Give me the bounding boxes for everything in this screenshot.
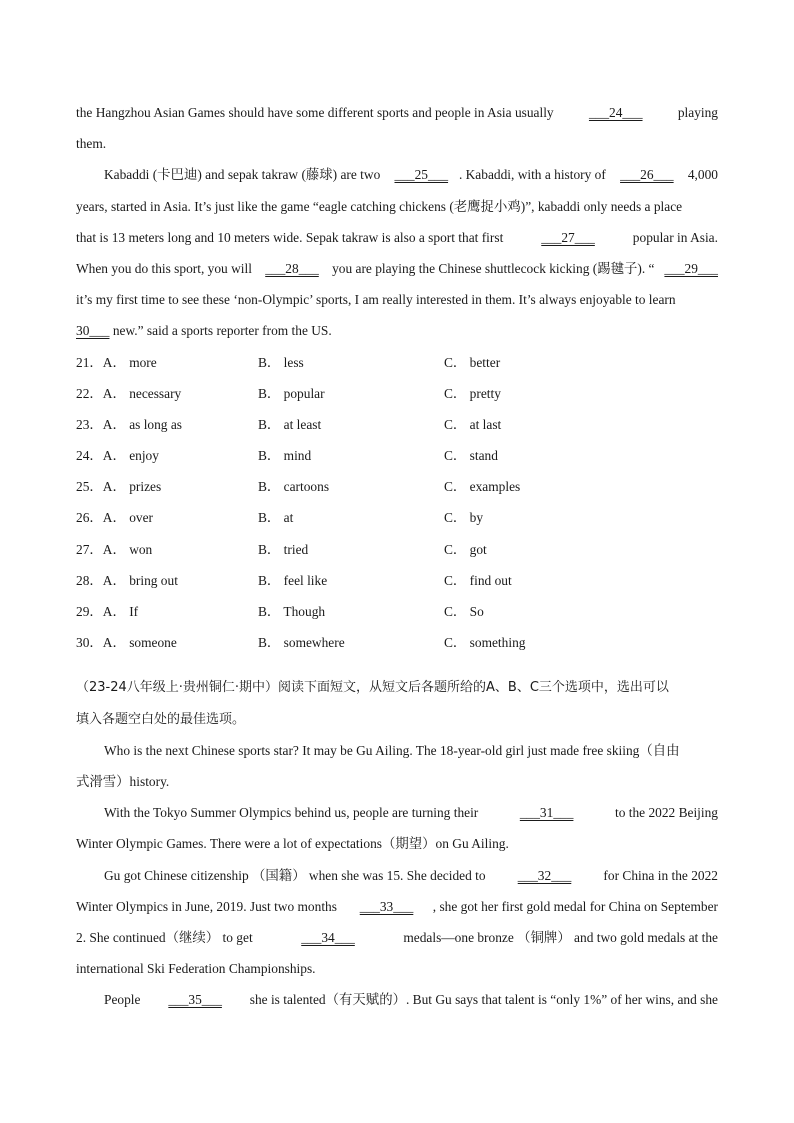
option-a[interactable]: A． prizes	[102, 479, 162, 495]
blank-33: ___33___	[359, 898, 414, 914]
question-row	[76, 505, 718, 536]
passage-line	[76, 131, 718, 162]
passage-text: 2. She continued（继续） to get	[76, 929, 257, 945]
option-c[interactable]: C． better	[444, 354, 501, 370]
passage-1	[76, 100, 718, 350]
question-row	[76, 537, 718, 568]
passage-line	[76, 738, 718, 769]
passage-line	[76, 925, 718, 956]
passage-line	[76, 894, 718, 925]
question-number: 24．	[76, 448, 103, 464]
passage-text: 4,000	[684, 167, 718, 183]
option-a[interactable]: A． won	[102, 541, 153, 557]
option-b[interactable]: B． Though	[258, 604, 326, 619]
passage-line	[76, 162, 718, 193]
passage-line	[76, 863, 718, 894]
passage-line	[76, 318, 718, 349]
passage-text: , she got her first gold medal for China on September	[432, 898, 718, 914]
option-b[interactable]: B． at least	[258, 416, 322, 432]
passage-text: 式滑雪）history.	[76, 773, 170, 789]
document-page	[76, 100, 718, 1018]
instruction-line	[76, 707, 718, 738]
passage-text: popular in Asia.	[629, 229, 718, 245]
passage-line	[76, 287, 718, 318]
option-c[interactable]: C． got	[444, 541, 487, 557]
option-b[interactable]: B． mind	[258, 448, 312, 464]
option-c[interactable]: C． examples	[444, 479, 521, 495]
option-c[interactable]: C． stand	[444, 448, 498, 464]
passage-text: to the 2022 Beijing	[611, 805, 718, 821]
option-a[interactable]: A． bring out	[102, 572, 178, 588]
passage-line	[76, 800, 718, 831]
question-number: 22．	[76, 385, 103, 401]
passage-line	[76, 100, 718, 131]
question-row	[76, 599, 718, 630]
blank-35: ___35___	[168, 992, 222, 1008]
option-a[interactable]: A． over	[102, 510, 153, 526]
passage-text: Winter Olympic Games. There were a lot of expectations（期望）on Gu Ailing.	[76, 836, 509, 852]
passage-text: Gu got Chinese citizenship （国籍） when she was 15. She decided to	[104, 867, 489, 883]
section-2	[76, 675, 718, 1018]
passage-text: years, started in Asia. It’s just like the game “eagle catching chickens (老鹰捉小鸡)”, kabaddi only needs a place	[76, 198, 683, 214]
passage-line	[76, 225, 718, 256]
blank-24: ___24___	[588, 105, 643, 120]
passage-text: Who is the next Chinese sports star? It may be Gu Ailing. The 18-year-old girl just made free skiing（自由	[104, 742, 680, 758]
blank-32: ___32___	[517, 867, 572, 883]
passage-line	[76, 987, 718, 1018]
option-b[interactable]: B． somewhere	[258, 635, 345, 651]
option-b[interactable]: B． tried	[258, 541, 309, 557]
passage-text: new.” said a sports reporter from the US.	[109, 323, 332, 339]
passage-text: for China in the 2022	[600, 867, 718, 883]
passage-line	[76, 831, 718, 862]
option-b[interactable]: B． less	[258, 354, 304, 370]
passage-text: that is 13 meters long and 10 meters wide. Sepak takraw is also a sport that first	[76, 229, 507, 245]
instruction-line	[76, 675, 718, 706]
options-list	[76, 350, 718, 662]
instruction-text: （23-24八年级上·贵州铜仁·期中）阅读下面短文，从短文后各题所给的A、B、C三个选项中，选出可以	[76, 680, 669, 696]
passage-text: medals—one bronze （铜牌） and two gold medals at the	[400, 929, 718, 945]
passage-text: you are playing the Chinese shuttlecock kicking (踢毽子). “	[328, 260, 655, 276]
option-c[interactable]: C． pretty	[444, 385, 501, 401]
passage-text: People	[104, 992, 144, 1008]
option-c[interactable]: C． find out	[444, 572, 512, 588]
passage-text: playing	[674, 105, 718, 120]
option-b[interactable]: B． cartoons	[258, 479, 330, 495]
option-a[interactable]: A． someone	[102, 635, 177, 651]
question-row	[76, 474, 718, 505]
passage-text: she is talented（有天赋的）. But Gu says that talent is “only 1%” of her wins, and she	[246, 992, 718, 1008]
option-b[interactable]: B． at	[258, 510, 294, 526]
passage-text: When you do this sport, you will	[76, 260, 256, 276]
option-c[interactable]: C． something	[444, 635, 526, 651]
question-number: 30．	[76, 635, 103, 651]
question-number: 23．	[76, 416, 103, 432]
option-c[interactable]: C． at last	[444, 416, 502, 432]
question-row	[76, 412, 718, 443]
instruction-text: 填入各题空白处的最佳选项。	[76, 711, 246, 727]
blank-27: ___27___	[541, 229, 595, 245]
question-row	[76, 443, 718, 474]
question-number: 25．	[76, 479, 103, 495]
question-row	[76, 630, 718, 661]
option-b[interactable]: B． feel like	[258, 572, 328, 588]
option-a[interactable]: A． If	[102, 604, 139, 619]
passage-text: With the Tokyo Summer Olympics behind us, people are turning their	[104, 805, 482, 821]
blank-34: ___34___	[301, 929, 355, 945]
passage-text: them.	[76, 136, 107, 152]
passage-line	[76, 256, 718, 287]
passage-text: Winter Olympics in June, 2019. Just two months	[76, 898, 341, 914]
passage-line	[76, 956, 718, 987]
question-row	[76, 381, 718, 412]
option-a[interactable]: A． necessary	[102, 385, 182, 401]
option-a[interactable]: A． enjoy	[102, 448, 159, 464]
option-a[interactable]: A． more	[102, 354, 157, 370]
question-number: 26．	[76, 510, 103, 526]
question-number: 29．	[76, 604, 103, 619]
blank-28: ___28___	[265, 260, 319, 276]
passage-text: Kabaddi (卡巴迪) and sepak takraw (藤球) are two	[104, 167, 384, 183]
blank-30: 30___	[76, 323, 110, 339]
blank-26: ___26___	[620, 167, 674, 183]
question-number: 28．	[76, 572, 103, 588]
passage-text: it’s my first time to see these ‘non-Olympic’ sports, I am really interested in them. It’s always enjoyable to learn	[76, 292, 676, 308]
question-row	[76, 568, 718, 599]
passage-text: the Hangzhou Asian Games should have some different sports and people in Asia usually	[76, 105, 557, 120]
option-a[interactable]: A． as long as	[102, 416, 183, 432]
passage-line	[76, 194, 718, 225]
question-number: 21．	[76, 354, 103, 370]
passage-text: . Kabaddi, with a history of	[458, 167, 610, 183]
question-number: 27．	[76, 541, 103, 557]
blank-31: ___31___	[519, 805, 574, 821]
passage-line	[76, 769, 718, 800]
blank-29: ___29___	[664, 260, 718, 276]
question-row	[76, 350, 718, 381]
option-b[interactable]: B． popular	[258, 385, 325, 401]
blank-25: ___25___	[394, 167, 449, 183]
option-c[interactable]: C． So	[444, 604, 484, 619]
passage-text: international Ski Federation Championships.	[76, 961, 316, 977]
option-c[interactable]: C． by	[444, 510, 484, 526]
